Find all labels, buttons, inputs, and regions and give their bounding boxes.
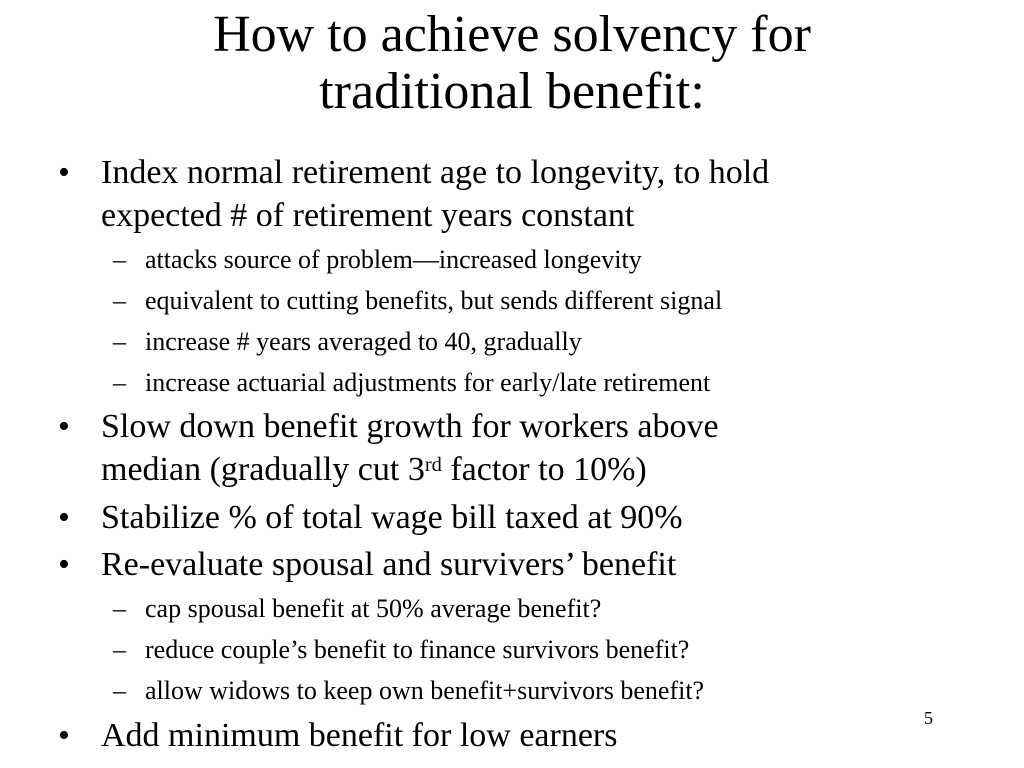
bullet-icon: •	[58, 499, 70, 536]
title-line-2: traditional benefit:	[319, 63, 705, 120]
bullet-text	[101, 151, 941, 237]
dash-icon: –	[113, 327, 126, 356]
sub-bullet-text: attacks source of problem—increased longevity	[145, 245, 642, 274]
bullet-text-part: median (gradually cut 3	[101, 451, 425, 488]
bullet-text-line: Stabilize % of total wage bill taxed at 90%	[101, 499, 683, 536]
bullet-icon: •	[58, 546, 70, 583]
dash-icon: –	[113, 676, 126, 705]
sub-bullet-text: cap spousal benefit at 50% average benefit?	[145, 594, 602, 623]
bullet-text	[101, 714, 941, 757]
bullet-icon: •	[58, 154, 70, 191]
sub-bullet-text: equivalent to cutting benefits, but sends different signal	[145, 286, 723, 315]
sub-bullet-text: increase # years averaged to 40, gradually	[145, 327, 582, 356]
bullet-icon: •	[58, 717, 70, 754]
dash-icon: –	[113, 286, 126, 315]
bullet-icon: •	[58, 408, 70, 445]
sub-bullet-text: allow widows to keep own benefit+survivors benefit?	[145, 676, 705, 705]
dash-icon: –	[113, 635, 126, 664]
bullet-text	[101, 496, 941, 539]
sub-bullet-text: increase actuarial adjustments for early/late retirement	[145, 368, 711, 397]
bullet-text-line: Slow down benefit growth for workers above	[101, 408, 719, 445]
page-number: 5	[924, 708, 933, 728]
dash-icon: –	[113, 594, 126, 623]
bullet-text	[101, 543, 941, 586]
dash-icon: –	[113, 368, 126, 397]
sub-bullet-text: reduce couple’s benefit to finance survivors benefit?	[145, 635, 690, 664]
bullet-text-line: Re-evaluate spousal and survivers’ benefit	[101, 546, 677, 583]
bullet-text-line: Add minimum benefit for low earners	[101, 717, 618, 754]
bullet-text-line: Index normal retirement age to longevity, to hold	[101, 154, 770, 191]
title-line-1: How to achieve solvency for	[213, 6, 811, 63]
bullet-text-line	[101, 448, 941, 491]
bullet-text	[101, 405, 941, 491]
dash-icon: –	[113, 245, 126, 274]
bullet-text-part: factor to 10%)	[441, 451, 647, 488]
superscript: rd	[424, 453, 442, 476]
slide-title	[0, 6, 1024, 120]
bullet-text-line: expected # of retirement years constant	[101, 197, 635, 234]
